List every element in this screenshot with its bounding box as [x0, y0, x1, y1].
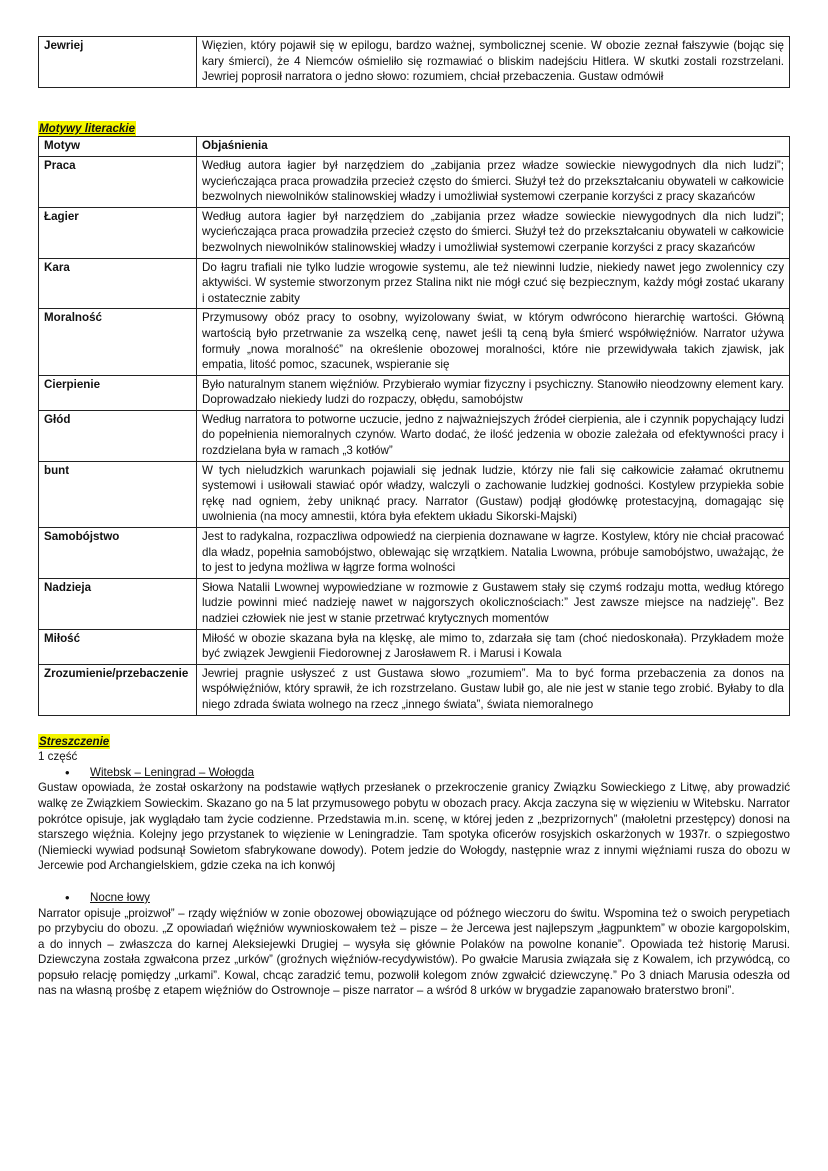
table-row — [39, 461, 790, 527]
character-table — [38, 36, 790, 88]
row-description: W tych nieludzkich warunkach pojawiali się jednak ludzie, którzy nie fali się całkowicie załamać okrutnemu systemowi i usiłowali stawiać opór władzy, walczyli o zachowanie ludzkiej godności. Kostylew przypiekła sobie rękę nad ogniem, żeby uniknąć pracy. Narrator (Gustaw) podjął głodówkę protestacyjną, domagając się uwolnienia (na mocy amnestii, która była efektem układu Sikorski-Majski) — [197, 461, 790, 527]
summary-section-1 — [38, 765, 790, 874]
row-label: Kara — [39, 258, 197, 309]
header-motive: Motyw — [39, 137, 197, 157]
summary-section-2 — [38, 890, 790, 999]
bullet-heading: Nocne łowy — [90, 890, 150, 904]
row-label: Samobójstwo — [39, 528, 197, 579]
table-row — [39, 37, 790, 88]
row-label: Cierpienie — [39, 375, 197, 410]
summary-title: Streszczenie — [39, 734, 110, 748]
row-description: Do łagru trafiali nie tylko ludzie wrogowie systemu, ale też niewinni ludzie, niekiedy nawet jego zwolennicy czy aktywiści. W systemie stworzonym przez Stalina nikt nie mógł czuć się bezpiecznym, każdy mógł zostać ukarany i ostatecznie zabity — [197, 258, 790, 309]
document-page — [38, 36, 790, 999]
paragraph: Narrator opisuje „proizwoł” – rządy więźniów w zonie obozowej obowiązujące od późnego wieczoru do świtu. Wspomina też o swoich perypetiach po przybyciu do obozu. „Z opowiadań więźniów wywnioskowałem też – pisze – że Jercewa jest najlepszym „łagpunktem” w obozie kargopolskim, a do innych – zwłaszcza do karnej Aleksiejewki Drugiej – wysyła się głównie Polaków na powolne konanie”. Opowiada też historię Marusi. Dziewczyna została zgwałcona przez „urków” (groźnych więźniów-recydywistów). Po gwałcie Marusia związała się z Kowalem, ich przywódcą, co popsuło relację pomiędzy „urkami”. Kowal, chcąc zaradzić temu, pozwolił kolegom znów zgwałcić dziewczynę.” Po 3 dniach Marusia odeszła od nas na własną prośbę z etapem więźniów do Ostrownoje – pisze narrator – a wśród 8 urków w brygadzie zapanowało braterstwo broni”. — [38, 906, 790, 998]
table-row — [39, 309, 790, 375]
row-description: Według autora łagier był narzędziem do „zabijania przez władze sowieckie niewygodnych dla nich ludzi”; wycieńczająca praca prowadziła przecież często do śmierci. Służył też do przekształcaniu obywateli w całkowicie bezwolnych niewolników stalinowskiej władzy i umożliwiał systemowi czerpanie korzyści z pracy skazańców — [197, 207, 790, 258]
row-description: Przymusowy obóz pracy to osobny, wyizolowany świat, w którym odwrócono hierarchię wartości. Główną wartością było przetrwanie za wszelką cenę, nawet jeśli tą ceną była śmierć współwięźniów. Narrator używa formuły „nowa moralność” na określenie obozowej moralności, które nie przewidywała takich zjawisk, jak empatia, litość pomoc, szacunek, wspieranie się — [197, 309, 790, 375]
row-description: Według autora łagier był narzędziem do „zabijania przez władze sowieckie niewygodnych dla nich ludzi”; wycieńczająca praca prowadziła przecież często do śmierci. Służył też do przekształcaniu obywateli w całkowicie bezwolnych niewolników stalinowskiej władzy i umożliwiał systemowi czerpanie korzyści z pracy skazańców — [197, 156, 790, 207]
table-row — [39, 156, 790, 207]
row-label: bunt — [39, 461, 197, 527]
row-description: Słowa Natalii Lwownej wypowiedziane w rozmowie z Gustawem stały się czymś rodzaju motta, według którego ludzie powinni mieć nadzieję nawet w najgorszych okolicznościach:” Jest zawsze miejsce na nadzieję”. Bez nadziei człowiek nie jest w stanie przetrwać krytycznych momentów — [197, 578, 790, 629]
table-row — [39, 410, 790, 461]
row-label: Nadzieja — [39, 578, 197, 629]
row-description: Jest to radykalna, rozpaczliwa odpowiedź na cierpienia doznawane w łagrze. Kostylew, który nie chciał pracować dla władz, popełnia samobójstwo, oblewając się wrzątkiem. Natalia Lwowna, próbuje samobójstwo, uważając, że to jest to jedyna możliwa w łągrze forma wolności — [197, 528, 790, 579]
row-label: Łagier — [39, 207, 197, 258]
row-description: Miłość w obozie skazana była na klęskę, ale mimo to, zdarzała się tam (choć niedoskonała). Przykładem może być związek Jewgienii Fiedorownej z Jarosławem R. i Marusi i Kowala — [197, 629, 790, 664]
row-description: Jewriej pragnie usłyszeć z ust Gustawa słowo „rozumiem”. Ma to być forma przebaczenia za donos na współwięźniów, który sprawił, że ich rozstrzelano. Gustaw lubił go, ale nie jest w stanie tego zrobić. Byłaby to dla niego zdrada świata wolnego na rzecz „innego świata”, świata niemoralnego — [197, 664, 790, 715]
table-row — [39, 258, 790, 309]
row-label: Praca — [39, 156, 197, 207]
table-row — [39, 528, 790, 579]
row-label: Moralność — [39, 309, 197, 375]
bullet-heading: Witebsk – Leningrad – Wołogda — [90, 765, 255, 779]
table-row — [39, 375, 790, 410]
row-description: Było naturalnym stanem więźniów. Przybierało wymiar fizyczny i psychiczny. Stanowiło nieodzowny element kary. Doprowadzało niekiedy ludzi do rozpaczy, obłędu, samobójstw — [197, 375, 790, 410]
row-label: Miłość — [39, 629, 197, 664]
row-label: Głód — [39, 410, 197, 461]
list-item — [90, 890, 790, 906]
motives-table — [38, 136, 790, 715]
row-description: Więzien, który pojawił się w epilogu, bardzo ważnej, symbolicznej scenie. W obozie zeznał fałszywie (bojąc się kary śmierci), że 4 Niemców ośmieliło się rozmawiać o bliskim nadejściu Hitlera. W skutki zostali rozstrzelani. Jewriej poprosił narratora o jedno słowo: rozumiem, chciał przebaczenia. Gustaw odmówił — [197, 37, 790, 88]
motives-title: Motywy literackie — [39, 121, 136, 135]
motives-header-row — [39, 137, 790, 157]
table-row — [39, 629, 790, 664]
paragraph: Gustaw opowiada, że został oskarżony na podstawie wątłych przesłanek o przekroczenie granicy Związku Sowieckiego z Litwę, aby prowadzić walkę ze Związkiem Sowieckim. Skazano go na 5 lat przymusowego pobytu w obozach pracy. Akcja zaczyna się w więzieniu w Witebsku. Narrator pokrótce opisuje, jak wyglądało tam życie codzienne. Przedstawia m.in. scenę, w której jeden z „bezprizornych” (małoletni przestępcy) donosi na starszego więźnia. Kolejny jego przystanek to więzienie w Leningradzie. Tam spotyka oficerów rosyjskich oskarżonych w 1937r. o szpiegostwo (Niemiecki wywiad podsunął Sowietom sfabrykowane dowody). Potem jedzie do Wołogdy, następnie wraz z innymi więźniami rusza do obozu w Jercewie pod Archangielskiem, gdzie czeka na ich konwój — [38, 781, 790, 873]
list-item — [90, 765, 790, 781]
table-row — [39, 207, 790, 258]
row-label: Zrozumienie/przebaczenie — [39, 664, 197, 715]
row-description: Według narratora to potworne uczucie, jedno z najważniejszych źródeł cierpienia, ale i czynnik popychający ludzi do popełnienia niemoralnych czynów. Warto dodać, że ilość jedzenia w obozie zależała od efektywności pracy i rozdzielana była w ramach „3 kotłów” — [197, 410, 790, 461]
table-row — [39, 664, 790, 715]
table-row — [39, 578, 790, 629]
header-explanation: Objaśnienia — [197, 137, 790, 157]
part-label: 1 część — [38, 750, 78, 764]
row-label: Jewriej — [39, 37, 197, 88]
